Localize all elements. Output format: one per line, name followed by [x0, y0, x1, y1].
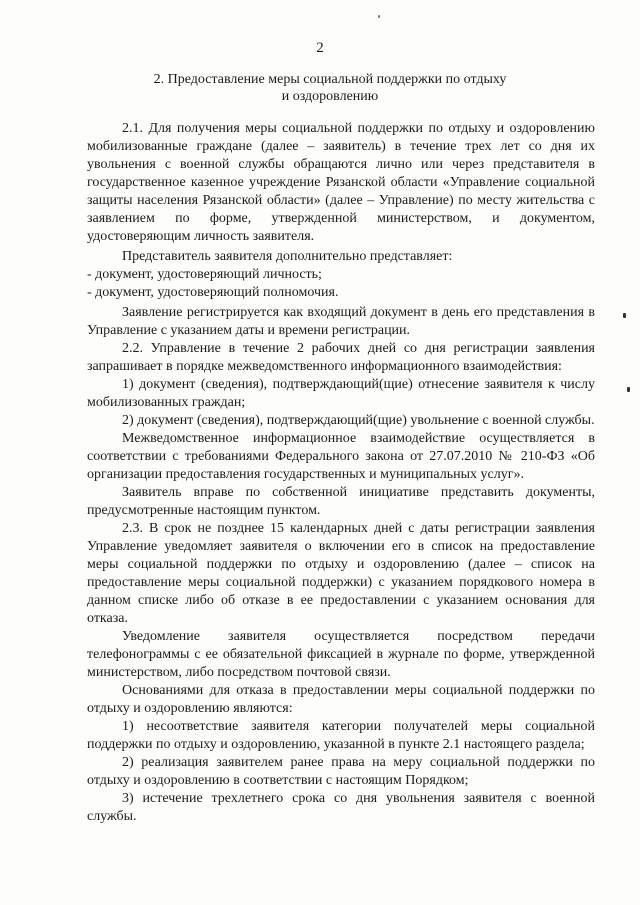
notification-paragraph: Уведомление заявителя осуществляется посредством передачи телефонограммы с ее обязательной фиксацией в журнале по форме, утвержденной министерством, либо посредством почтовой связи. — [87, 629, 595, 680]
list-item: 2) документ (сведения), подтверждающий(щие) увольнение с военной службы. — [122, 413, 595, 428]
scan-speck — [378, 15, 380, 18]
document-body — [87, 120, 595, 826]
page-number: 2 — [316, 40, 324, 56]
scan-speck — [623, 313, 626, 318]
paragraph-2-1: 2.1. Для получения меры социальной поддержки по отдыху и оздоровлению мобилизованные граждане (далее – заявитель) в течение трех лет со дня их увольнения с военной службы обращаются лично или через представителя в государственное казенное учреждение Рязанской области «Управление социальной защиты населения Рязанской области» (далее – Управление) по месту жительства с заявлением по форме, утвержденной министерством, и документом, удостоверяющим личность заявителя. — [87, 121, 595, 244]
paragraph-2-2: 2.2. Управление в течение 2 рабочих дней со дня регистрации заявления запрашивает в порядке межведомственного информационного взаимодействия: — [87, 341, 595, 374]
list-item: 2) реализация заявителем ранее права на меру социальной поддержки по отдыху и оздоровлению в соответствии с настоящим Порядком; — [87, 755, 595, 788]
representative-intro: Представитель заявителя дополнительно представляет: — [122, 249, 453, 264]
list-item: 1) несоответствие заявителя категории получателей меры социальной поддержки по отдыху и оздоровлению, указанной в пункте 2.1 настоящего раздела; — [87, 719, 595, 752]
refusal-intro: Основаниями для отказа в предоставлении меры социальной поддержки по отдыху и оздоровлению являются: — [87, 683, 595, 716]
interagency-paragraph: Межведомственное информационное взаимодействие осуществляется в соответствии с требованиями Федерального закона от 27.07.2010 № 210-ФЗ «Об организации предоставления государственных и муниципальных услуг». — [87, 431, 595, 482]
paragraph-2-3: 2.3. В срок не позднее 15 календарных дней с даты регистрации заявления Управление уведомляет заявителя о включении его в список на предоставление меры социальной поддержки по отдыху и оздоровлению (далее – список на предоставление меры социальной поддержки) с указанием порядкового номера в данном списке либо об отказе в ее предоставлении с указанием основания для отказа. — [87, 521, 595, 626]
list-item: 1) документ (сведения), подтверждающий(щие) отнесение заявителя к числу мобилизованных граждан; — [87, 377, 595, 410]
section-title-line: 2. Предоставление меры социальной поддержки по отдыху — [153, 72, 507, 87]
section-title — [60, 71, 600, 105]
registration-paragraph: Заявление регистрируется как входящий документ в день его представления в Управление с указанием даты и времени регистрации. — [87, 305, 595, 338]
list-item: - документ, удостоверяющий полномочия. — [87, 285, 339, 300]
section-title-line: и оздоровлению — [281, 89, 379, 104]
own-initiative-paragraph: Заявитель вправе по собственной инициативе представить документы, предусмотренные настоящим пунктом. — [87, 485, 595, 518]
scan-speck — [627, 387, 630, 392]
list-item: 3) истечение трехлетнего срока со дня увольнения заявителя с военной службы. — [87, 791, 595, 824]
list-item: - документ, удостоверяющий личность; — [87, 267, 322, 282]
